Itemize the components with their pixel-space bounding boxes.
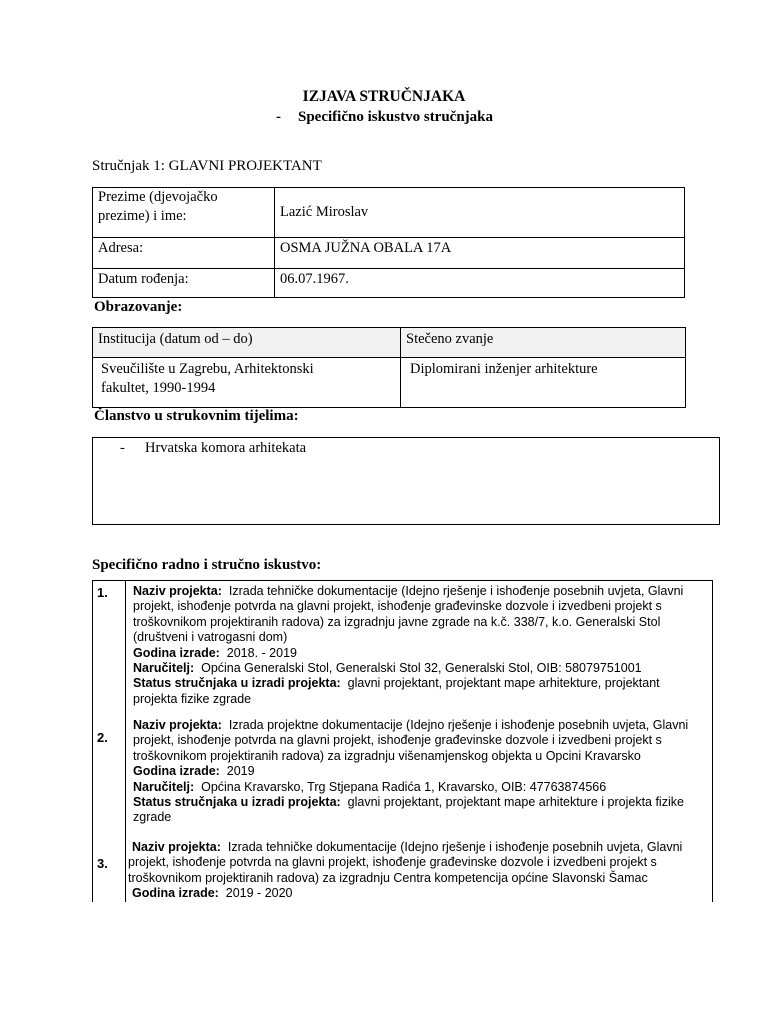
name-value: Lazić Miroslav: [280, 204, 369, 220]
project-name-line: projekt, ishođenje potvrda na glavni projekt, ishođenje građevinske dozvole i izvedbeni projekt s: [128, 855, 657, 870]
project-number: 1.: [97, 585, 108, 600]
education-col-institution: [93, 328, 401, 358]
godina-label: Godina izrade:: [132, 886, 219, 901]
project-number: 2.: [97, 730, 108, 745]
document-title: IZJAVA STRUČNJAKA: [302, 88, 466, 105]
project-name-line: Izrada projektne dokumentacije (Idejno rješenje i ishođenje posebnih uvjeta, Glavni: [228, 718, 689, 732]
project-name-line: Izrada tehničke dokumentacije (Idejno rješenje i ishođenje posebnih uvjeta, Glavni: [227, 840, 683, 854]
name-label-line1: Prezime (djevojačko: [98, 189, 218, 205]
project-client: Općina Generalski Stol, Generalski Stol 32, Generalski Stol, OIB: 58079751001: [201, 661, 642, 676]
col-institution-label: Institucija (datum od – do): [98, 331, 253, 347]
narucitelj-label: Naručitelj:: [133, 779, 195, 794]
membership-item: [120, 440, 306, 457]
naziv-label: Naziv projekta:: [133, 584, 222, 598]
status-label: Status stručnjaka u izradi projekta:: [133, 795, 341, 810]
address-label: Adresa:: [98, 240, 144, 256]
institution-line2: fakultet, 1990-1994: [101, 380, 216, 396]
project-year: 2019 - 2020: [225, 886, 293, 901]
project-status-line: glavni projektant, projektant mape arhitekture, projektant: [347, 676, 660, 691]
project-year: 2018. - 2019: [226, 645, 297, 660]
godina-label: Godina izrade:: [133, 764, 220, 779]
institution-line1: Sveučilište u Zagrebu, Arhitektonski: [101, 361, 314, 377]
education-heading: Obrazovanje:: [94, 299, 183, 315]
project-name-line: (društveni i vatrogasni dom): [133, 630, 288, 645]
project-entry: [128, 840, 682, 902]
naziv-label: Naziv projekta:: [132, 840, 221, 854]
project-status-line: projekta fizike zgrade: [133, 691, 252, 706]
document-subtitle: [276, 109, 493, 126]
project-name-line: projekt, ishođenje potvrda na glavni projekt, ishođenje građevinske dozvole i izvedbeni projekt s: [133, 733, 662, 748]
address-label-cell: [93, 238, 275, 269]
project-name-line: projekt, ishođenje potvrda na glavni projekt, ishođenje građevinske dozvole i izvedbeni projekt s: [133, 599, 662, 614]
membership-dash: -: [120, 440, 125, 456]
project-year: 2019: [226, 764, 255, 779]
status-label: Status stručnjaka u izradi projekta:: [133, 676, 341, 691]
subtitle-dash: -: [276, 109, 281, 125]
degree-cell: [401, 358, 686, 408]
project-entry: [133, 584, 683, 707]
dob-label: Datum rođenja:: [98, 271, 189, 287]
godina-label: Godina izrade:: [133, 645, 220, 660]
expert-heading: Stručnjak 1: GLAVNI PROJEKTANT: [92, 158, 322, 174]
name-label-cell: [93, 188, 275, 238]
membership-heading: Članstvo u strukovnim tijelima:: [94, 408, 299, 424]
dob-value: 06.07.1967.: [280, 271, 349, 287]
membership-item-text: Hrvatska komora arhitekata: [145, 440, 307, 456]
naziv-label: Naziv projekta:: [133, 718, 222, 732]
narucitelj-label: Naručitelj:: [133, 661, 195, 676]
degree-value: Diplomirani inženjer arhitekture: [410, 361, 598, 377]
project-status-line: glavni projektant, projektant mape arhitekture i projekta fizike: [347, 795, 684, 810]
experience-heading: Specifično radno i stručno iskustvo:: [92, 557, 322, 573]
project-name-line: troškovnikom projektiranih radova) za izgradnju višenamjenskog objekta u Opcini Kravarsko: [133, 748, 641, 763]
education-table: [92, 327, 686, 408]
project-name-line: troškovnikom projektiranih radova) za izgradnju Centra kompetencija općine Slavonski Šamac: [128, 870, 648, 885]
subtitle-text: Specifično iskustvo stručnjaka: [298, 109, 494, 125]
projects-column-divider: [125, 580, 126, 902]
project-name-line: Izrada tehničke dokumentacije (Idejno rješenje i ishođenje posebnih uvjeta, Glavni: [228, 584, 684, 598]
project-entry: [133, 718, 688, 826]
institution-cell: [93, 358, 401, 408]
project-client: Općina Kravarsko, Trg Stjepana Radića 1, Kravarsko, OIB: 47763874566: [201, 779, 607, 794]
name-value-cell: [275, 188, 685, 238]
project-name-line: troškovnikom projektiranih radova) za izgradnju javne zgrade na k.č. 338/7, k.o. Generalski Stol: [133, 614, 661, 629]
education-col-title: [401, 328, 686, 358]
dob-value-cell: [275, 269, 685, 298]
name-label-line2: prezime) i ime:: [98, 208, 187, 224]
personal-info-table: [92, 187, 685, 298]
col-title-label: Stečeno zvanje: [406, 331, 494, 347]
address-value-cell: [275, 238, 685, 269]
project-status-line: zgrade: [133, 810, 172, 825]
address-value: OSMA JUŽNA OBALA 17A: [280, 240, 452, 256]
project-number: 3.: [97, 856, 108, 871]
dob-label-cell: [93, 269, 275, 298]
